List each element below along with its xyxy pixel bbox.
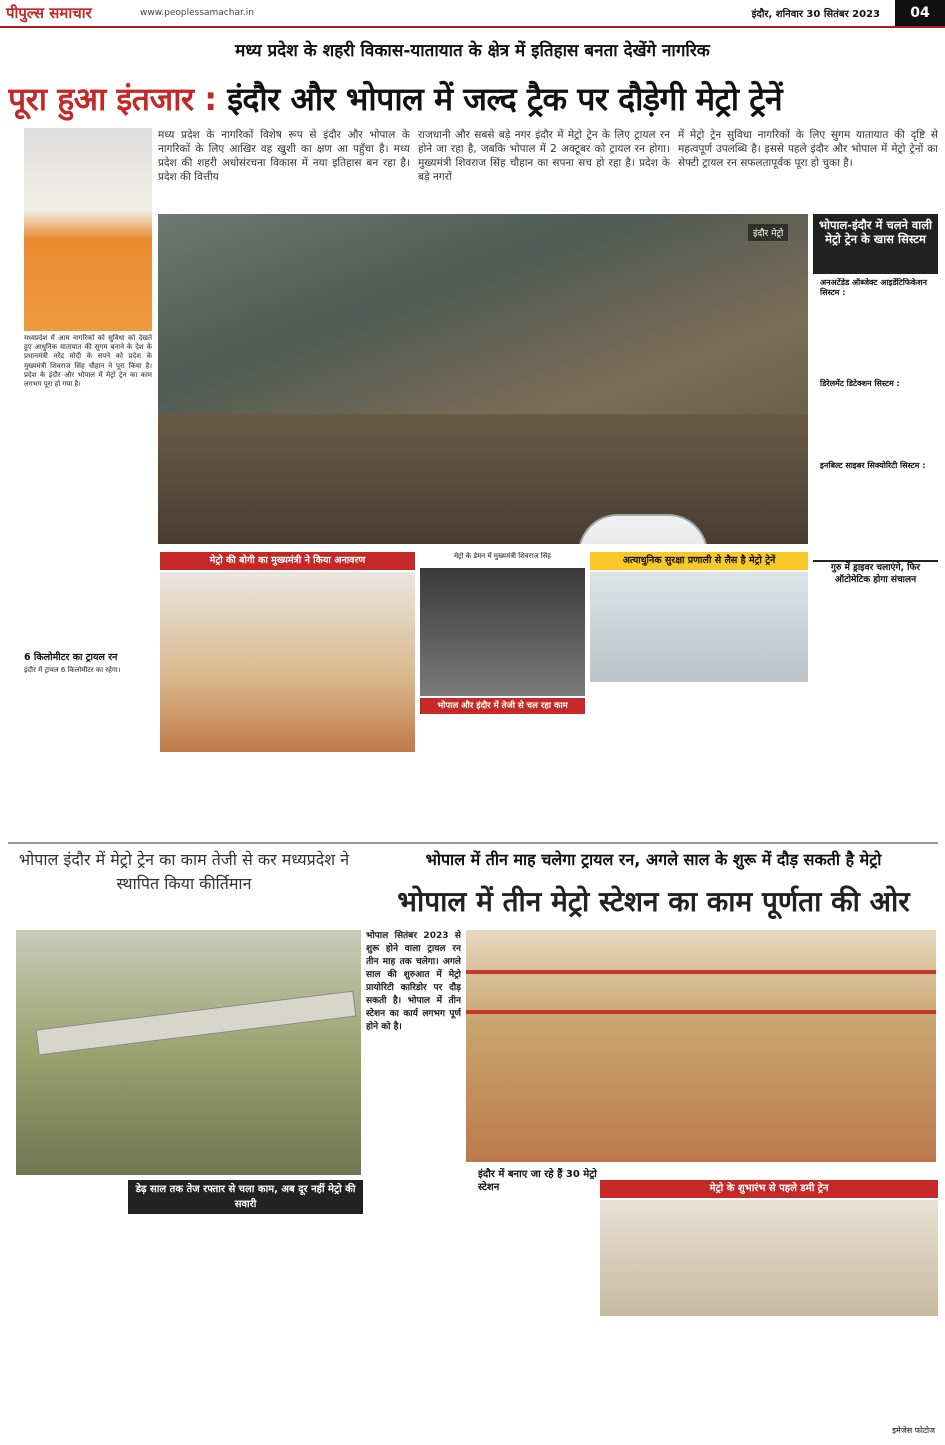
section2-left-headline: भोपाल इंदौर में मेट्रो ट्रेन का काम तेजी से कर मध्यप्रदेश ने स्थापित किया कीर्तिमान — [18, 850, 350, 893]
main-headline — [8, 74, 938, 124]
lead-col-2: राजधानी और सबसे बड़े नगर इंदौर में मेट्रो ट्रेन के लिए ट्रायल रन होने जा रहा है, जबकि भोपाल में 2 अक्टूबर को ट्रायल रन होगा। मुख्यमंत्री शिवराज सिंह चौहान का सपना सच हो रहा है। प्रदेश के बड़े नगरों — [418, 129, 670, 183]
photo-tag: इंदौर मेट्रो — [748, 224, 788, 241]
bhopal-coach-photo — [466, 930, 936, 1162]
caption-work: भोपाल और इंदौर में तेजी से चल रहा काम — [420, 698, 585, 714]
dummy-train-bar: मेट्रो के शुभारंभ से पहले डमी ट्रेन — [600, 1180, 938, 1198]
left-article-body-2: इंदौर में ट्रायल 6 किलोमीटर का रहेगा। — [24, 666, 121, 674]
cm-cabin-photo — [420, 568, 585, 696]
left-article-body: मध्यप्रदेश में आम नागरिकों को सुविधा को देखते हुए आधुनिक यातायात की सुगम बनाने के देश के प्रधानमंत्री नरेंद्र मोदी के सपने को प्रदेश के मुख्यमंत्री शिवराज सिंह चौहान ने पूरा किया है। प्रदेश के इंदौर और भोपाल में मेट्रो ट्रेन का काम लगभग पूरा हो गया है। — [24, 334, 152, 389]
section-divider — [8, 842, 938, 844]
main-headline-prefix: पूरा हुआ इंतजार : — [8, 80, 217, 118]
grab-rail — [466, 1010, 936, 1014]
kicker-headline: मध्य प्रदेश के शहरी विकास-यातायात के क्षेत्र में इतिहास बनता देखेंगे नागरिक — [235, 41, 710, 61]
section2-right-headline-1: भोपाल में तीन माह चलेगा ट्रायल रन, अगले साल के शुरू में दौड़ सकती है मेट्रो — [425, 850, 882, 869]
unveil-photo — [160, 572, 415, 752]
viaduct-deck — [36, 991, 357, 1056]
lead-col-3: में मेट्रो ट्रेन सुविधा नागरिकों के लिए सुगम यातायात की दृष्टि से महत्वपूर्ण उपलब्धि है। इससे पहले इंदौर और भोपाल में मेट्रो ट्रेनों का सेफ्टी ट्रायल रन सफलतापूर्वक पूरा हो चुका है। — [678, 129, 938, 169]
grab-rail — [466, 970, 936, 974]
lead-col-1: मध्य प्रदेश के नागरिकों विशेष रूप से इंदौर और भोपाल के नागरिकों के लिए आखिर वह खुशी का क्षण आ पहुँचा है। मध्य प्रदेश की शहरी अधोसंरचना विकास में नया इतिहास बन रहा है। प्रदेश की वित्तीय — [158, 129, 410, 183]
dummy-train-photo — [600, 1200, 938, 1316]
sidebar-item-3: इनबिल्ट साइबर सिक्योरिटी सिस्टम : — [820, 461, 926, 470]
left-subhead: 6 किलोमीटर का ट्रायल रन — [24, 652, 118, 663]
masthead-bar — [0, 0, 945, 28]
sidebar-title: भोपाल-इंदौर में चलने वाली मेट्रो ट्रेन के खास सिस्टम — [813, 214, 938, 274]
coach-interior-photo — [590, 572, 808, 682]
caption-cm: मेट्रो के डेमन में मुख्यमंत्री शिवराज सिंह — [453, 552, 552, 560]
sidebar-item-2: डिरेलमेंट डिटेक्शन सिस्टम : — [820, 379, 900, 388]
dark-subhead-bar: डेढ़ साल तक तेज रफ्तार से चला काम, अब दूर नहीं मेट्रो की सवारी — [128, 1180, 363, 1214]
pm-photo — [24, 128, 152, 331]
main-headline-text: इंदौर और भोपाल में जल्द ट्रैक पर दौड़ेगी मेट्रो ट्रेनें — [227, 80, 783, 118]
track-bed — [158, 414, 808, 544]
dateline: इंदौर, शनिवार 30 सितंबर 2023 — [751, 9, 880, 20]
sidebar-item-1: अनअटेंडेड ऑब्जेक्ट आइडेंटिफिकेशन सिस्टम : — [820, 278, 927, 297]
indore-stations-subhead: इंदौर में बनाए जा रहे हैं 30 मेट्रो स्टेशन — [478, 1169, 597, 1193]
metro-train-photo — [158, 214, 808, 544]
photo-credit: इमेजेस फोटोज — [892, 1426, 935, 1435]
section2-right-headline-2: भोपाल में तीन मेट्रो स्टेशन का काम पूर्णता की ओर — [397, 885, 910, 918]
website-url[interactable]: www.peoplessamachar.in — [140, 8, 254, 18]
caption-safety: अत्याधुनिक सुरक्षा प्रणाली से लैस है मेट्रो ट्रेनें — [590, 552, 808, 570]
bhopal-text: भोपाल सितंबर 2023 से शुरू होने वाला ट्रायल रन तीन माह तक चलेगा। अगले साल की शुरुआत में मेट्रो प्रायोरिटी कारिडोर पर दौड़ सकती है। भोपाल में तीन स्टेशन का कार्य लगभग पूर्ण होने को है। — [366, 931, 461, 1032]
elevated-viaduct-photo — [16, 930, 361, 1175]
masthead-name: पीपुल्स समाचार — [6, 4, 92, 22]
page-number: 04 — [895, 0, 945, 27]
caption-unveil: मेट्रो की बोगी का मुख्यमंत्री ने किया अनावरण — [160, 552, 415, 570]
sidebar-box2-title: गुरु में ड्राइवर चलाएंगे, फिर ऑटोमेटिक होगा संचालन — [813, 560, 938, 590]
